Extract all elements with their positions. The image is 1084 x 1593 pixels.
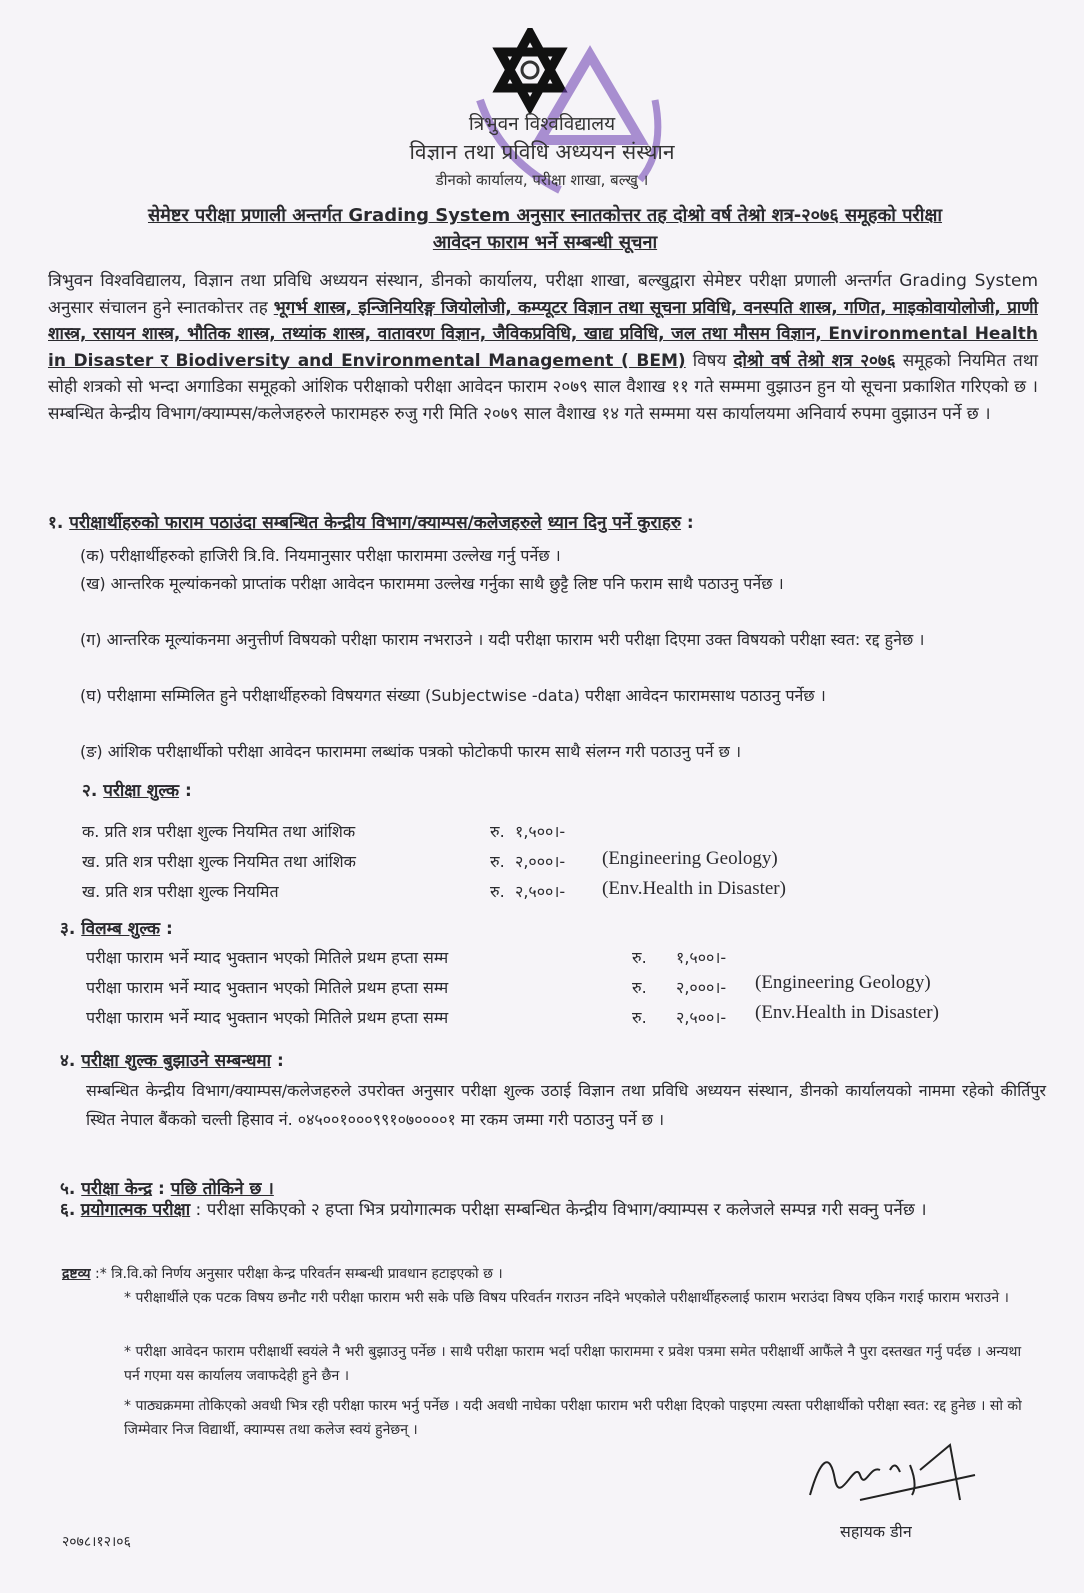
colon: : — [190, 1200, 207, 1220]
semester-label: दोश्रो वर्ष तेश्रो शत्र २०७६ — [733, 350, 896, 371]
intro-text: समूहको नियमित तथा सोही शत्रको सो भन्दा अगाडिका समूहको आंशिक परीक्षाको परीक्षा आवेदन फाराम २०७९ साल वैशाख ११ गते सम्ममा वुझाउन हुन यो सूचना प्रकाशित गरिएको छ । सम्बन्धित केन्द्रीय विभाग/क्याम्पस/कलेजहरुले फारामहरु रुजु गरी मिति २०७९ साल वैशाख १४ गते सम्ममा यस कार्यालयमा अनिवार्य रुपमा वुझाउन पर्ने छ । — [48, 350, 1038, 424]
section-title: परीक्षार्थीहरुको फाराम पठाउंदा सम्बन्धित केन्द्रीय विभाग/क्याम्पस/कलेजहरुले — [69, 513, 542, 533]
section-4-text: सम्बन्धित केन्द्रीय विभाग/क्याम्पस/कलेजहरुले उपरोक्त अनुसार परीक्षा शुल्क उठाई विज्ञान तथा प्रविधि अध्ययन संस्थान, डीनको कार्यालयको नाममा रहेको कीर्तिपुर स्थित नेपाल बैंकको चल्ती हिसाव नं. ०४५००१०००९९१०७००००१ मा रकम जम्मा गरी पठाउनु पर्ने छ । — [86, 1081, 1046, 1129]
notes-label: द्रष्टव्य — [62, 1266, 91, 1282]
signatory-title: सहायक डीन — [840, 1522, 912, 1541]
item-text: परीक्षार्थीहरुको हाजिरी त्रि.वि. नियमानुसार परीक्षा फाराममा उल्लेख गर्नु पर्नेछ । — [109, 546, 561, 565]
fee-amount: १,५००।- — [676, 948, 727, 967]
intro-text: त्रिभुवन विश्वविद्यालय, विज्ञान तथा प्रविधि अध्ययन संस्थान, डीनको कार्यालय, परीक्षा शाखा, बल्खुद्वारा सेमेष्टर परीक्षा प्रणाली अन्तर्गत Grading System अनुसार संचालन हुने स्नातकोत्तर तह — [48, 271, 1038, 318]
section-1-item — [80, 626, 1035, 654]
item-text: आंशिक परीक्षार्थीको परीक्षा आवेदन फाराममा लब्धांक पत्रको फोटोकपी फारम साथै संलग्न गरी पठाउनु पर्ने छ । — [107, 742, 742, 761]
exam-center-value: पछि तोकिने छ । — [170, 1179, 274, 1199]
fee-currency: रु. — [632, 978, 647, 997]
fee-amount: २,५००।- — [515, 882, 566, 901]
fee-note: (Engineering Geology) — [755, 972, 931, 993]
section-1-item — [80, 542, 1040, 570]
note-item: * पाठ्यक्रममा तोकिएको अवधी भित्र रही परीक्षा फारम भर्नु पर्नेछ । यदी अवधी नाघेका परीक्षा फाराम भरी परीक्षा दिएको पाइएमा त्यस्ता परीक्षार्थीको परीक्षा स्वत: रद्द हुनेछ । सो को जिम्मेवार निज विद्यार्थी, क्याम्पस तथा कलेज स्वयं हुनेछन् । — [124, 1398, 1022, 1438]
note-item: * परीक्षा आवेदन फाराम परीक्षार्थी स्वयंले नै भरी बुझाउनु पर्नेछ । साथै परीक्षा फाराम भर्दा परीक्षा फाराममा र प्रवेश पत्रमा समेत परीक्षार्थी आफैंले नै पुरा दस्तखत गर्नु पर्दछ । अन्यथा पर्न गएमा यस कार्यालय जवाफदेही हुने छैन । — [124, 1344, 1022, 1384]
fee-label: परीक्षा फाराम भर्ने म्याद भुक्तान भएको मितिले प्रथम हप्ता सम्म — [86, 948, 449, 967]
fee-note: (Env.Health in Disaster) — [602, 878, 786, 899]
item-label: (घ) — [80, 686, 102, 705]
fee-note: (Env.Health in Disaster) — [755, 1002, 939, 1023]
fee-label: क. प्रति शत्र परीक्षा शुल्क नियमित तथा आंशिक — [82, 822, 356, 841]
issue-date: २०७८।१२।०६ — [62, 1534, 131, 1550]
fee-amount: २,५००।- — [676, 1008, 727, 1027]
university-name: त्रिभुवन विश्वविद्यालय — [468, 113, 616, 135]
item-label: (क) — [80, 546, 105, 565]
note-item: त्रि.वि.को निर्णय अनुसार परीक्षा केन्द्र परिवर्तन सम्बन्धी प्रावधान हटाइएको छ । — [111, 1266, 503, 1282]
section-1-item — [80, 738, 1040, 766]
item-text: आन्तरिक मूल्यांकनको प्राप्तांक परीक्षा आवेदन फाराममा उल्लेख गर्नुका साथै छुट्टै लिष्ट पनि फराम साथै पठाउनु पर्नेछ । — [110, 574, 784, 593]
section-1-heading — [48, 510, 694, 533]
section-1-item — [80, 682, 1035, 710]
colon: : — [681, 513, 694, 533]
section-title: परीक्षा शुल्क बुझाउने सम्बन्धमा — [81, 1051, 272, 1071]
colon: :* — [90, 1266, 107, 1282]
fee-label: परीक्षा फाराम भर्ने म्याद भुक्तान भएको मितिले प्रथम हप्ता सम्म — [86, 978, 449, 997]
fee-amount: २,०००।- — [676, 978, 727, 997]
notice-title — [50, 202, 1040, 256]
intro-paragraph — [48, 268, 1038, 427]
item-label: (ख) — [80, 574, 106, 593]
section-title: विलम्ब शुल्क — [81, 919, 161, 939]
colon: : — [271, 1051, 284, 1071]
section-number: ६. — [60, 1200, 76, 1220]
fee-currency: रु. — [632, 948, 647, 967]
fee-label: परीक्षा फाराम भर्ने म्याद भुक्तान भएको मितिले प्रथम हप्ता सम्म — [86, 1008, 449, 1027]
section-2-heading — [82, 778, 192, 801]
section-4-heading — [60, 1048, 284, 1071]
section-title: परीक्षा शुल्क — [103, 781, 180, 801]
section-number: ५. — [60, 1179, 76, 1199]
fee-amount: २,०००।- — [515, 852, 566, 871]
section-6-text: परीक्षा सकिएको २ हप्ता भित्र प्रयोगात्मक परीक्षा सम्बन्धित केन्द्रीय विभाग/क्याम्पस र कलेजले सम्पन्न गरी सक्नु पर्नेछ । — [206, 1200, 927, 1220]
section-1-item — [80, 570, 1035, 598]
note-item: * परीक्षार्थीले एक पटक विषय छनौट गरी परीक्षा फाराम भरी सके पछि विषय परिवर्तन गराउन नदिने भएकोले परीक्षार्थीहरुलाई फाराम भराउंदा विषय एकिन गराई फाराम भराउने । — [124, 1290, 1009, 1306]
fee-note: (Engineering Geology) — [602, 848, 778, 869]
notice-title-line2: आवेदन फाराम भर्ने सम्बन्धी सूचना — [432, 232, 658, 253]
item-text: आन्तरिक मूल्यांकनमा अनुत्तीर्ण विषयको परीक्षा फाराम नभराउने । यदी परीक्षा फाराम भरी परीक्षा दिएमा उक्त विषयको परीक्षा स्वत: रद्द हुनेछ । — [106, 630, 925, 649]
signature-icon — [800, 1440, 980, 1510]
item-label: (ग) — [80, 630, 102, 649]
office-name: डीनको कार्यालय, परीक्षा शाखा, बल्खु । — [435, 171, 649, 189]
fee-label: ख. प्रति शत्र परीक्षा शुल्क नियमित तथा आंशिक — [82, 852, 356, 871]
section-title: प्रयोगात्मक परीक्षा — [80, 1200, 191, 1220]
fee-currency: रु. — [632, 1008, 647, 1027]
section-title: ध्यान दिनु पर्ने कुराहरु — [547, 513, 682, 533]
intro-text: विषय — [685, 350, 734, 371]
fee-amount: १,५००।- — [515, 822, 566, 841]
colon: : — [179, 781, 192, 801]
section-number: १. — [48, 513, 64, 533]
section-number: ४. — [60, 1051, 76, 1071]
subjects-list: भूगर्भ शास्त्र, इन्जिनियरिङ्ग जियोलोजी, कम्प्यूटर विज्ञान तथा सूचना प्रविधि, वनस्पति शास्त्र, गणित, माइकोवायोलोजी, प्राणी शास्त्र, रसायन शास्त्र, भौतिक शास्त्र, तथ्यांक शास्त्र, वातावरण विज्ञान, जैविकप्रविधि, खाद्य प्रविधि, जल तथा मौसम विज्ञान, Environmental Health in Disaster र Biodiversity and Environmental Management ( BEM) — [48, 297, 1038, 371]
institute-name: विज्ञान तथा प्रविधि अध्ययन संस्थान — [409, 140, 675, 164]
item-label: (ङ) — [80, 742, 103, 761]
fee-currency: रु. — [490, 882, 505, 901]
colon: : — [152, 1179, 171, 1199]
fee-label: ख. प्रति शत्र परीक्षा शुल्क नियमित — [82, 882, 279, 901]
section-number: ३. — [60, 919, 76, 939]
notice-title-line1: सेमेष्टर परीक्षा प्रणाली अन्तर्गत Grading System अनुसार स्नातकोत्तर तह दोश्रो वर्ष तेश्रो शत्र-२०७६ समूहको परीक्षा — [147, 205, 943, 226]
item-text: परीक्षामा सम्मिलित हुने परीक्षार्थीहरुको विषयगत संख्या (Subjectwise -data) परीक्षा आवेदन फारामसाथ पठाउनु पर्नेछ । — [107, 686, 826, 705]
notes-heading — [62, 1262, 503, 1286]
section-3-heading — [60, 916, 173, 939]
section-6 — [60, 1196, 1030, 1225]
fee-currency: रु. — [490, 822, 505, 841]
colon: : — [160, 919, 173, 939]
section-title: परीक्षा केन्द्र — [81, 1179, 153, 1199]
section-number: २. — [82, 781, 98, 801]
fee-currency: रु. — [490, 852, 505, 871]
